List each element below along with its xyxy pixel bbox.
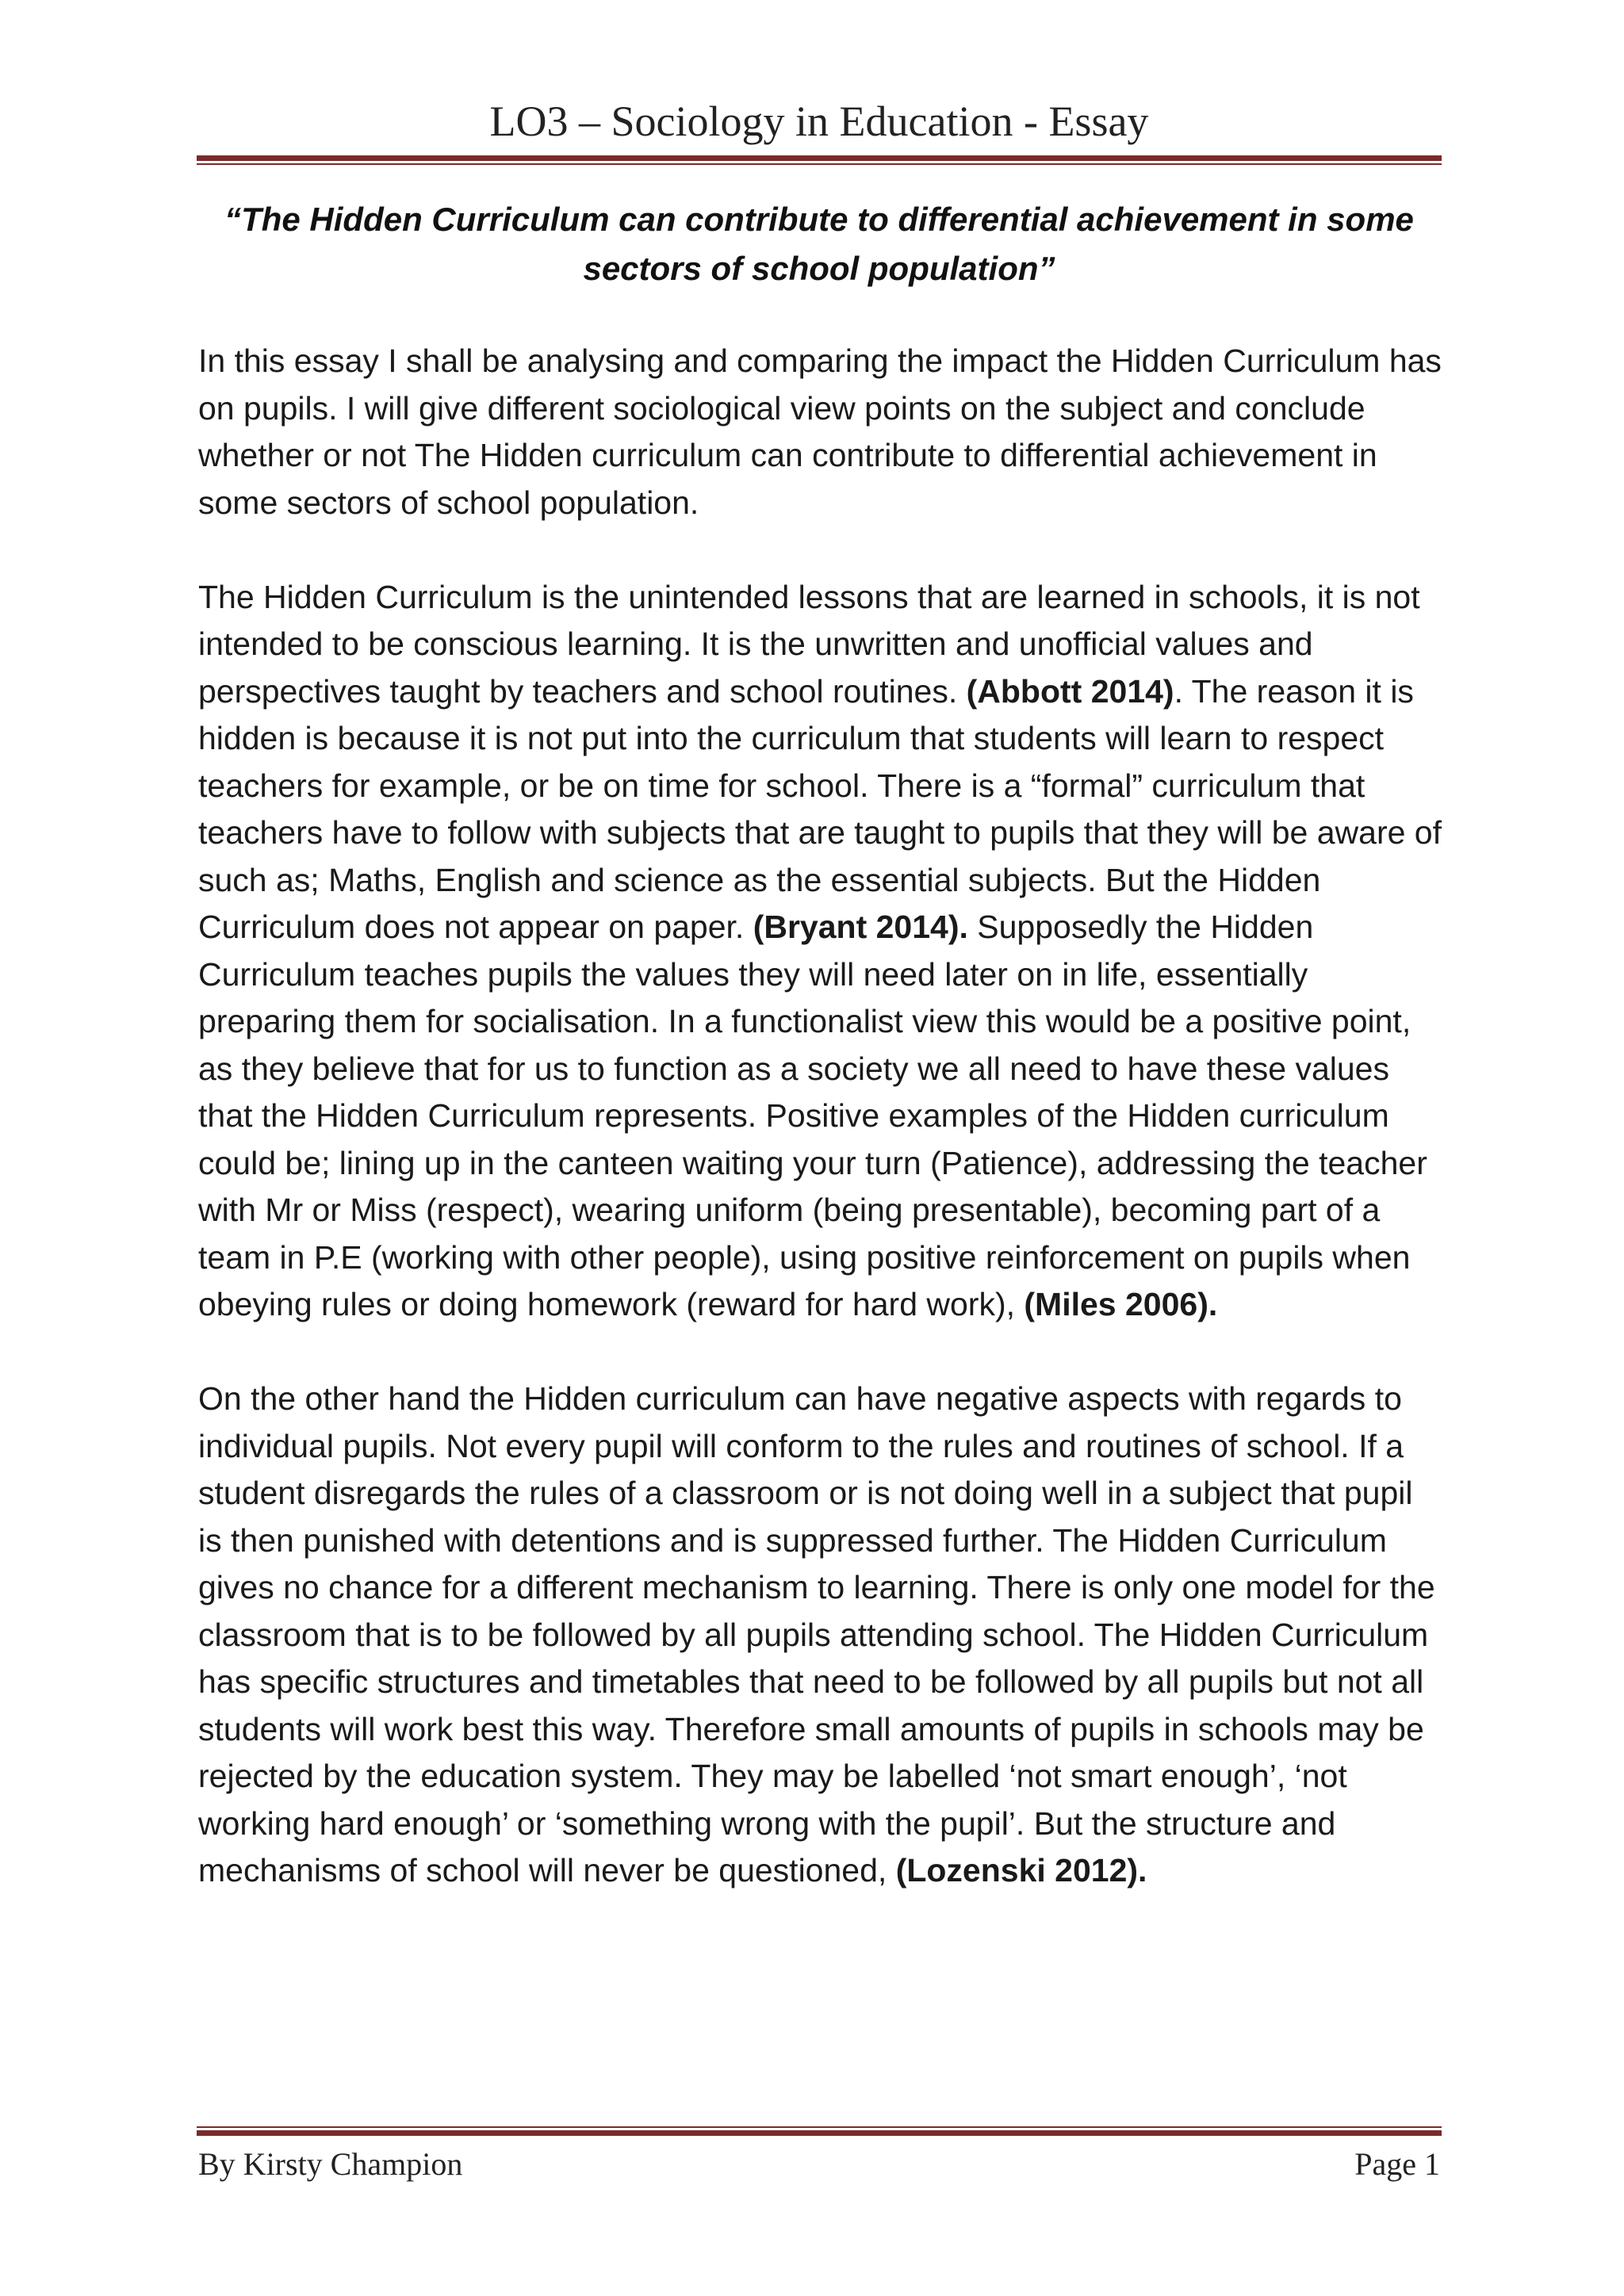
paragraph-text: The Hidden Curriculum is the unintended lessons that are learned in schools, it is not intended to be conscious learning. It is the unwritten and unofficial values and perspectives taught by teachers and school routines. [198,578,1420,710]
paragraph-text: . The reason it is hidden is because it is not put into the curriculum that students will learn to respect teachers for example, or be on time for school. There is a “formal” curriculum that teachers have to follow with subjects that are taught to pupils that they will be aware of such as; Maths, English and science as the essential subjects. But the Hidden Curriculum does not appear on paper. [198,672,1442,945]
citation: (Bryant 2014). [753,909,968,945]
footer-page-number: Page 1 [1354,2146,1440,2182]
citation: (Lozenski 2012). [895,1852,1147,1888]
essay-paragraph-intro [198,338,1443,526]
footer-author: By Kirsty Champion [198,2146,463,2182]
essay-body [198,338,1443,1942]
paragraph-text: Supposedly the Hidden Curriculum teaches pupils the values they will need later on in life, essentially preparing them for socialisation. In a functionalist view this would be a positive point, as they believe that for us to function as a society we all need to have these values that the Hidden Curriculum represents. Positive examples of the Hidden curriculum could be; lining up in the canteen waiting your turn (Patience), addressing the teacher with Mr or Miss (respect), wearing uniform (being presentable), becoming part of a team in P.E (working with other people), using positive reinforcement on pupils when obeying rules or doing homework (reward for hard work), [198,909,1427,1322]
essay-title: “The Hidden Curriculum can contribute to differential achievement in some sectors of school population” [224,201,1414,287]
essay-paragraph-negative-aspects [198,1376,1443,1895]
citation: (Miles 2006). [1024,1286,1218,1322]
citation: (Abbott 2014) [966,672,1174,710]
footer-divider [197,2126,1442,2136]
page-header-title: LO3 – Sociology in Education - Essay [489,98,1149,145]
header-divider [197,155,1442,165]
paragraph-text: In this essay I shall be analysing and comparing the impact the Hidden Curriculum has on pupils. I will give different sociological view points on the subject and conclude whether or not The Hidden curriculum can contribute to differential achievement in some sectors of school population. [198,342,1442,521]
paragraph-text: On the other hand the Hidden curriculum can have negative aspects with regards to individual pupils. Not every pupil will conform to the rules and routines of school. If a student disregards the rules of a classroom or is not doing well in a subject that pupil is then punished with detentions and is suppressed further. The Hidden Curriculum gives no chance for a different mechanism to learning. There is only one model for the classroom that is to be followed by all pupils attending school. The Hidden Curriculum has specific structures and timetables that need to be followed by all pupils but not all students will work best this way. Therefore small amounts of pupils in schools may be rejected by the education system. They may be labelled ‘not smart enough’, ‘not working hard enough’ or ‘something wrong with the pupil’. But the structure and mechanisms of school will never be questioned, [198,1380,1435,1888]
essay-paragraph-definition [198,574,1443,1329]
